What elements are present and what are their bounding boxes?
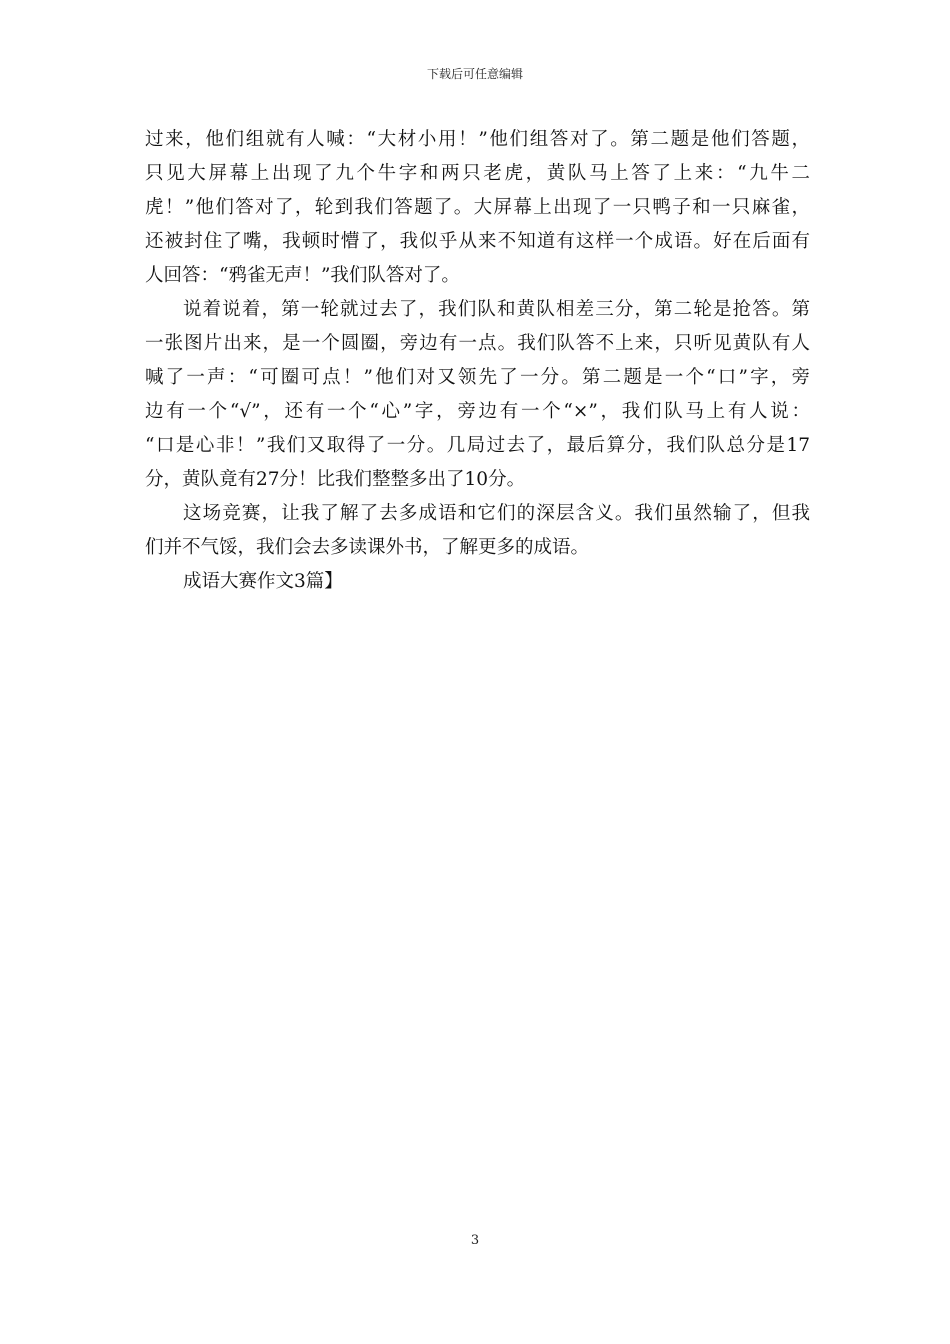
- page-number: 3: [470, 1233, 480, 1248]
- paragraph-line: 分，黄队竟有27分！比我们整整多出了10分。: [145, 469, 526, 490]
- paragraph-line: 只见大屏幕上出现了九个牛字和两只老虎，黄队马上答了上来：“九牛二: [145, 163, 810, 184]
- page-header: 下载后可任意编辑: [426, 67, 523, 81]
- paragraph-line: 人回答：“鸦雀无声！”我们队答对了。: [145, 265, 460, 286]
- section-title-line: 成语大赛作文3篇】: [183, 571, 343, 592]
- paragraph-line: 还被封住了嘴，我顿时懵了，我似乎从来不知道有这样一个成语。好在后面有: [145, 231, 810, 252]
- paragraph-line: 边有一个“√”，还有一个“心”字，旁边有一个“×”，我们队马上有人说：: [145, 401, 810, 422]
- paragraph-line: 说着说着，第一轮就过去了，我们队和黄队相差三分，第二轮是抢答。第: [183, 299, 810, 320]
- paragraph-line: 这场竞赛，让我了解了去多成语和它们的深层含义。我们虽然输了，但我: [183, 503, 810, 524]
- paragraph-line: 们并不气馁，我们会去多读课外书，了解更多的成语。: [145, 537, 590, 558]
- document-body: [145, 123, 810, 599]
- paragraph-line: 一张图片出来，是一个圆圈，旁边有一点。我们队答不上来，只听见黄队有人: [145, 333, 810, 354]
- paragraph-line: 虎！”他们答对了，轮到我们答题了。大屏幕上出现了一只鸭子和一只麻雀，: [145, 197, 810, 218]
- paragraph-line: “口是心非！”我们又取得了一分。几局过去了，最后算分，我们队总分是17: [145, 435, 810, 456]
- paragraph-line: 喊了一声：“可圈可点！”他们对又领先了一分。第二题是一个“口”字，旁: [145, 367, 810, 388]
- paragraph-line: 过来，他们组就有人喊：“大材小用！”他们组答对了。第二题是他们答题，: [145, 129, 810, 150]
